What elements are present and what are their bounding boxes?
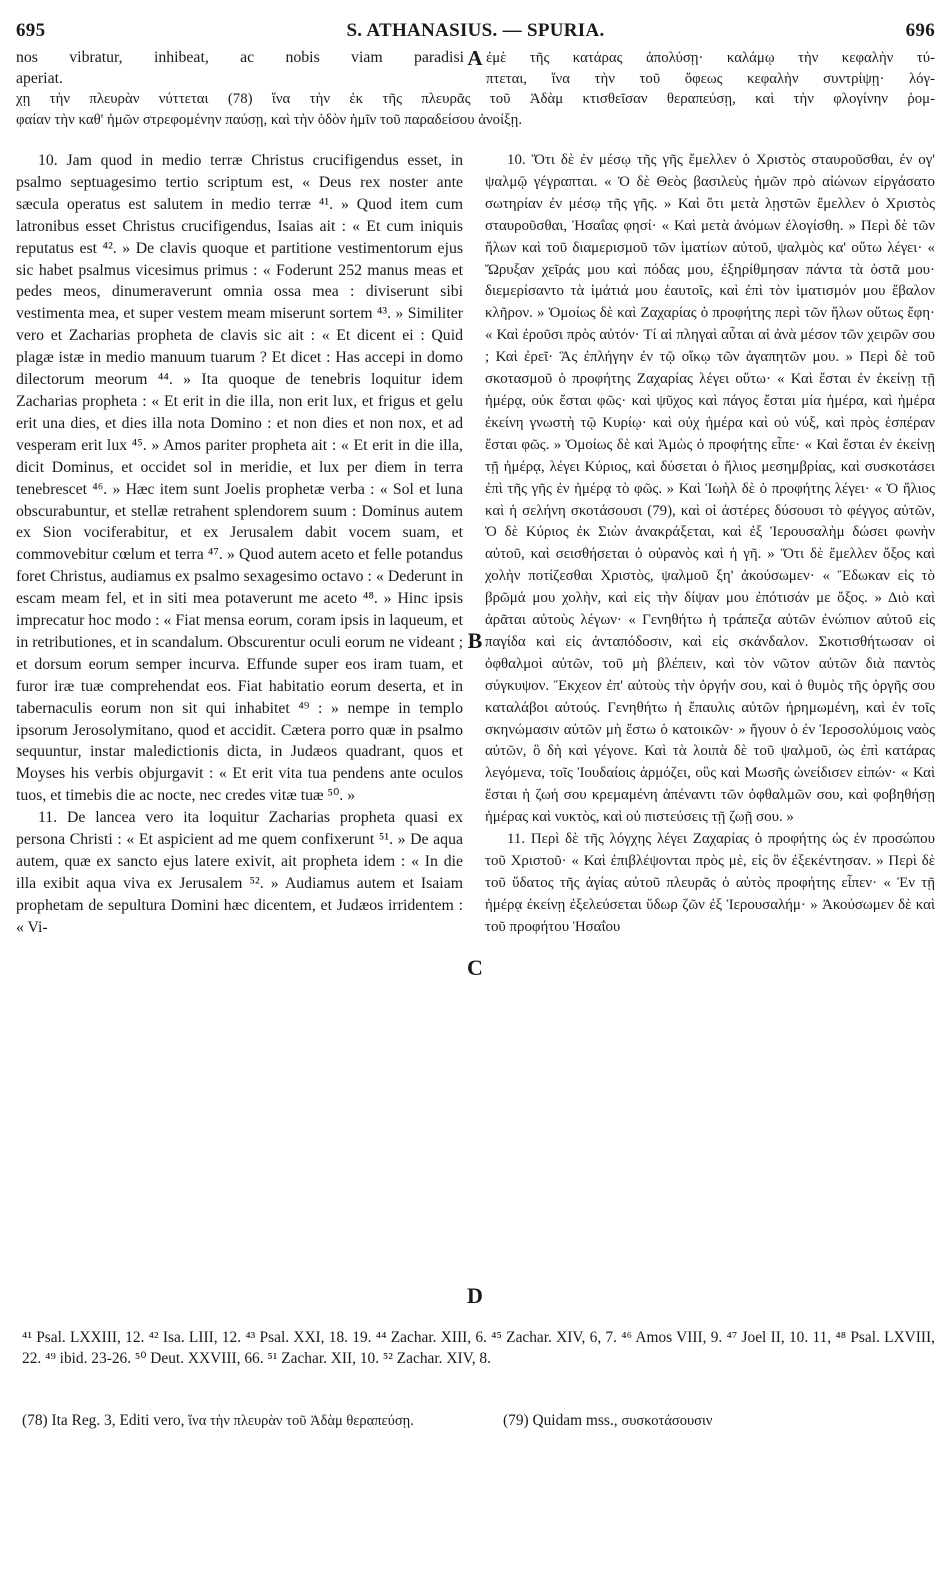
critical-note-latin: (78) Ita Reg. 3, Editi vero,: [22, 1412, 185, 1429]
top-continuation: [16, 48, 935, 130]
scripture-footnotes: ⁴¹ Psal. LXXIII, 12. ⁴² Isa. LIII, 12. ⁴³ Psal. XXI, 18. 19. ⁴⁴ Zachar. XIII, 6. ⁴⁵ Zachar. XIV, 6, 7. ⁴⁶ Amos VIII, 9. ⁴⁷ Joel II, 10. 11, ⁴⁸ Psal. LXVIII, 22. ⁴⁹ ibid. 23-26. ⁵⁰ Deut. XXVIII, 66. ⁵¹ Zachar. XII, 10. ⁵² Zachar. XIV, 8.: [22, 1329, 935, 1367]
critical-note-78: [22, 1410, 462, 1432]
greek-paragraph-10: 10. Ὅτι δὲ ἐν μέσῳ τῆς γῆς ἔμελλεν ὁ Χριστὸς σταυροῦσθαι, ἐν ογ' ψαλμῷ γέγραπται. « Ὁ δὲ Θεὸς βασιλεὺς ἡμῶν πρὸ αἰώνων εἰργάσατο σωτηρίαν ἐν μέσῳ τῆς γῆς. » Καὶ ὅτι μετὰ λῃστῶν ἔμελλεν ὁ Χριστὸς σταυροῦσθαι, Ἡσαΐας φησί· « Καὶ μετὰ ἀνόμων ἐλογίσθη. » Περὶ δὲ τῶν ἥλων καὶ τοῦ διαμερισμοῦ τῶν ἱματίων αὐτοῦ, ψαλμὸς κα' οὕτω λέγει· « Ὤρυξαν χεῖράς μου καὶ πόδας μου, ἐξηρίθμησαν πάντα τὰ ὀστᾶ μου· διεμερίσαντο τὰ ἱμάτιά μου ἑαυτοῖς, καὶ ἐπὶ τὸν ἱματισμόν μου ἔβαλον κλῆρον. » Ὁμοίως δὲ καὶ Ζαχαρίας ὁ προφήτης περὶ τῶν ἥλων οὕτως ἔφη· « Καὶ ἐροῦσι πρὸς αὐτόν· Τί αἱ πληγαὶ αὗται αἱ ἀνὰ μέσον τῶν χειρῶν σου ; Καὶ ἐρεῖ· Ἃς ἐπλήγην ἐν τῷ οἴκῳ τῶν ἀγαπητῶν μου. » Περὶ δὲ τοῦ σκοτασμοῦ ὁ προφήτης Ζαχαρίας λέγει οὕτω· « Καὶ ἔσται ἐν ἐκείνῃ τῇ ἡμέρᾳ, οὐκ ἔσται φῶς· καὶ ψῦχος καὶ πάγος ἔσται μία ἡμέρα, καὶ ἡμέρα ἐκείνη γνωστὴ τῷ Κυρίῳ· καὶ οὐχ ἡμέρα καὶ οὐ νύξ, καὶ πρὸς ἑσπέραν ἔσται φῶς. » Ὁμοίως δὲ καὶ Ἀμὼς ὁ προφήτης εἶπε· « Καὶ ἔσται ἐν ἐκείνῃ τῇ ἡμέρᾳ, λέγει Κύριος, καὶ δύσεται ὁ ἥλιος μεσημβρίας, καὶ συσκοτάσει ἐπὶ τῆς γῆς ἐν ἡμέρᾳ τὸ φῶς. » Καὶ Ἰωὴλ δὲ ὁ προφήτης λέγει· « Ὁ ἥλιος καὶ ἡ σελήνη σκοτάσουσι (79), καὶ οἱ ἀστέρες δύσουσι τὸ φέγγος αὐτῶν, Ὁ δὲ Κύριος ἐκ Σιὼν ἀνακράξεται, καὶ ἐξ Ἱερουσαλὴμ δώσει φωνὴν αὐτοῦ, καὶ σεισθήσεται ὁ οὐρανὸς καὶ ἡ γῆ. » Ὅτι δὲ ἔμελλεν ὄξος καὶ χολὴν ποτίζεσθαι Χριστὸς, ψαλμοῦ ξη' ἀκούσωμεν· « Ἔδωκαν εἰς τὸ βρῶμά μου χολὴν, καὶ εἰς τὴν δίψαν μου ἐπότισάν με ὄξος. » Διὸ καὶ ἀρᾶται αὐτοὺς λέγων· « Γενηθήτω ἡ τράπεζα αὐτῶν ἐνώπιον αὐτοῦ εἰς παγίδα καὶ εἰς ἀνταπόδοσιν, καὶ εἰς σκάνδαλον. Σκοτισθήτωσαν οἱ ὀφθαλμοὶ αὐτῶν, τοῦ μὴ βλέπειν, καὶ τὸν νῶτον αὐτῶν διὰ παντὸς σύγκυψον. Ἔκχεον ἐπ' αὐτοὺς τὴν ὀργήν σου, καὶ ὁ θυμὸς τῆς ὀργῆς σου καταλάβοι αὐτούς. Γενηθήτω ἡ ἔπαυλις αὐτῶν ἠρημωμένη, καὶ ἐν τοῖς σκηνώμασιν αὐτῶν μὴ ἔστω ὁ κατοικῶν· » ἤγουν ὁ ἐν Ἱεροσολύμοις ναὸς αὐτῶν, ὃ δὴ καὶ γέγονε. Καὶ τὰ λοιπὰ δὲ τοῦ ψαλμοῦ, ὡς ἐπὶ κατάρας λεγόμενα, τοῖς Ἰουδαίοις ἁρμόζει, οὓς καὶ Μωσῆς ὠνείδισεν εἰπών· « Καὶ ἔσται ἡ ζωή σου κρεμαμένη ἀπέναντι τῶν ὀφθαλμῶν σου, καὶ φοβηθήσῃ ἡμέρας καὶ νυκτὸς, καὶ οὐ πιστεύσεις τῇ ζωῇ σου. »: [485, 152, 935, 826]
latin-top-line: aperiat.: [16, 69, 63, 87]
greek-top-line: πτεται, ἵνα τὴν τοῦ ὄφεως κεφαλὴν συντρίψῃ· λόγ-: [486, 70, 935, 87]
left-page-number: 695: [16, 20, 46, 41]
critical-note-greek: συσκοτάσουσιν: [621, 1413, 713, 1429]
latin-paragraph-11: 11. De lancea vero ita loquitur Zacharias propheta quasi ex persona Christi : « Et aspicient ad me quem confixerunt ⁵¹. » De aqua autem, quæ ex sancto ejus latere exivit, ait propheta idem : « In die illa exibit aqua viva ex Jerusalem ⁵². » Audiamus autem et Isaiam prophetam de sepultura Domini hæc dicentem, et Judæos irridentem : « Vi-: [16, 809, 463, 936]
margin-letter-c: C: [467, 955, 483, 980]
running-title: S. ATHANASIUS. — SPURIA.: [346, 20, 605, 41]
latin-column: [16, 150, 463, 1310]
critical-note-latin: (79) Quidam mss.,: [503, 1412, 618, 1429]
greek-paragraph-11: 11. Περὶ δὲ τῆς λόγχης λέγει Ζαχαρίας ὁ προφήτης ὡς ἐν προσώπου τοῦ Χριστοῦ· « Καὶ ἐπιβλέψονται πρὸς μὲ, εἰς ὃν ἐξεκέντησαν. » Περὶ δὲ τοῦ ὕδατος τῆς ἁγίας αὐτοῦ πλευρᾶς ὁ αὐτὸς προφήτης εἶπεν· « Ἐν τῇ ἡμέρᾳ ἐκείνῃ ἐξελεύσεται ὕδωρ ζῶν ἐξ Ἱερουσαλήμ· » Ἀκούσωμεν δὲ καὶ τοῦ προφήτου Ἡσαΐου: [485, 831, 935, 935]
greek-column: [485, 150, 935, 1310]
latin-paragraph-10: 10. Jam quod in medio terræ Christus crucifigendus esset, in psalmo septuagesimo tertio scriptum est, « Deus rex noster ante sæcula operatus est salutem in medio terræ ⁴¹. » Quod item cum latronibus esset Christus crucifigendus, Isaias ait : « Et cum iniquis reputatus est ⁴². » De clavis quoque et partitione vestimentorum ejus sic habet psalmus vicesimus primus : « Foderunt 252 manus meas et pedes meos, dinumeraverunt omnia ossa mea : diviserunt sibi vestimenta mea, et super vestem meam miserunt sortem ⁴³. » Similiter vero et Zacharias propheta de clavis sic ait : « Et dicent ei : Quid plagæ istæ in medio manuum tuarum ? Et dicet : Has accepi in domo dilectorum meorum ⁴⁴. » Ita quoque de tenebris loquitur idem Zacharias propheta : « Et erit in die illa, non erit lux, et frigus et gelu erit una dies, et dies illa nota Domino : et non dies et non nox, et ad vesperam erit lux ⁴⁵. » Amos pariter propheta ait : « Et erit in die illa, dicit Dominus, et occidet sol in meridie, et lux per diem in terra tenebrescet ⁴⁶. » Hæc item sunt Joelis prophetæ verba : « Sol et luna obscurabuntur, et stellæ retrahent splendorem suum : Dominus autem ex Sion vociferabitur, et ex Jerusalem dabit vocem suam, et commovebitur cœlum et terra ⁴⁷. » Quod autem aceto et felle potandus foret Christus, audiamus ex psalmo sexagesimo octavo : « Dederunt in escam meam fel, et in siti mea potaverunt me aceto ⁴⁸. » Hinc ipsis imprecatur hoc modo : « Fiat mensa eorum, coram ipsis in laqueum, et in retributiones, et in scandalum. Obscurentur oculi eorum ne videant ; et dorsum eorum semper incurva. Effunde super eos iram tuam, et furor iræ tuæ comprehendat eos. Fiat habitatio eorum deserta, et in tabernaculis eorum non sit qui inhabitet ⁴⁹ : » nempe in templo ipsorum Jerosolymitano, quod et accidit. Cætera porro quæ in psalmo sequuntur, instar maledictionis dicta, in Judæos quadrant, quos et Moyses his verbis objurgavit : « Et erit vita tua pendens ante oculos tuos, et timebis die ac nocte, nec credes vitæ tuæ ⁵⁰. »: [16, 152, 463, 805]
critical-note-greek: ἵνα τὴν πλευρὰν τοῦ Ἀδὰμ θεραπεύσῃ.: [188, 1413, 414, 1429]
greek-top-line: ἐμὲ τῆς κατάρας ἀπολύσῃ· καλάμῳ τὴν κεφαλὴν τύ-: [486, 50, 935, 66]
greek-full-line: χῃ τὴν πλευρὰν νύττεται (78) ἵνα τὴν ἐκ τῆς πλευρᾶς τοῦ Ἀδὰμ κτισθεῖσαν θεραπεύσῃ, καὶ τὴν φλογίνην ῥομ-: [16, 91, 935, 107]
greek-full-line: φαίαν τὴν καθ' ἡμῶν στρεφομένην παύσῃ, καὶ τὴν ὁδὸν ἡμῖν τοῦ παραδείσου ἀνοίξῃ.: [16, 111, 523, 128]
margin-letter-a: A: [467, 46, 483, 70]
critical-note-79: [503, 1410, 933, 1432]
right-page-number: 696: [905, 20, 935, 41]
margin-letter-d: D: [467, 1283, 483, 1308]
running-header: [16, 18, 935, 44]
latin-top-line: nos vibratur, inhibeat, ac nobis viam paradisi: [16, 49, 464, 66]
margin-letter-b: B: [467, 628, 483, 653]
